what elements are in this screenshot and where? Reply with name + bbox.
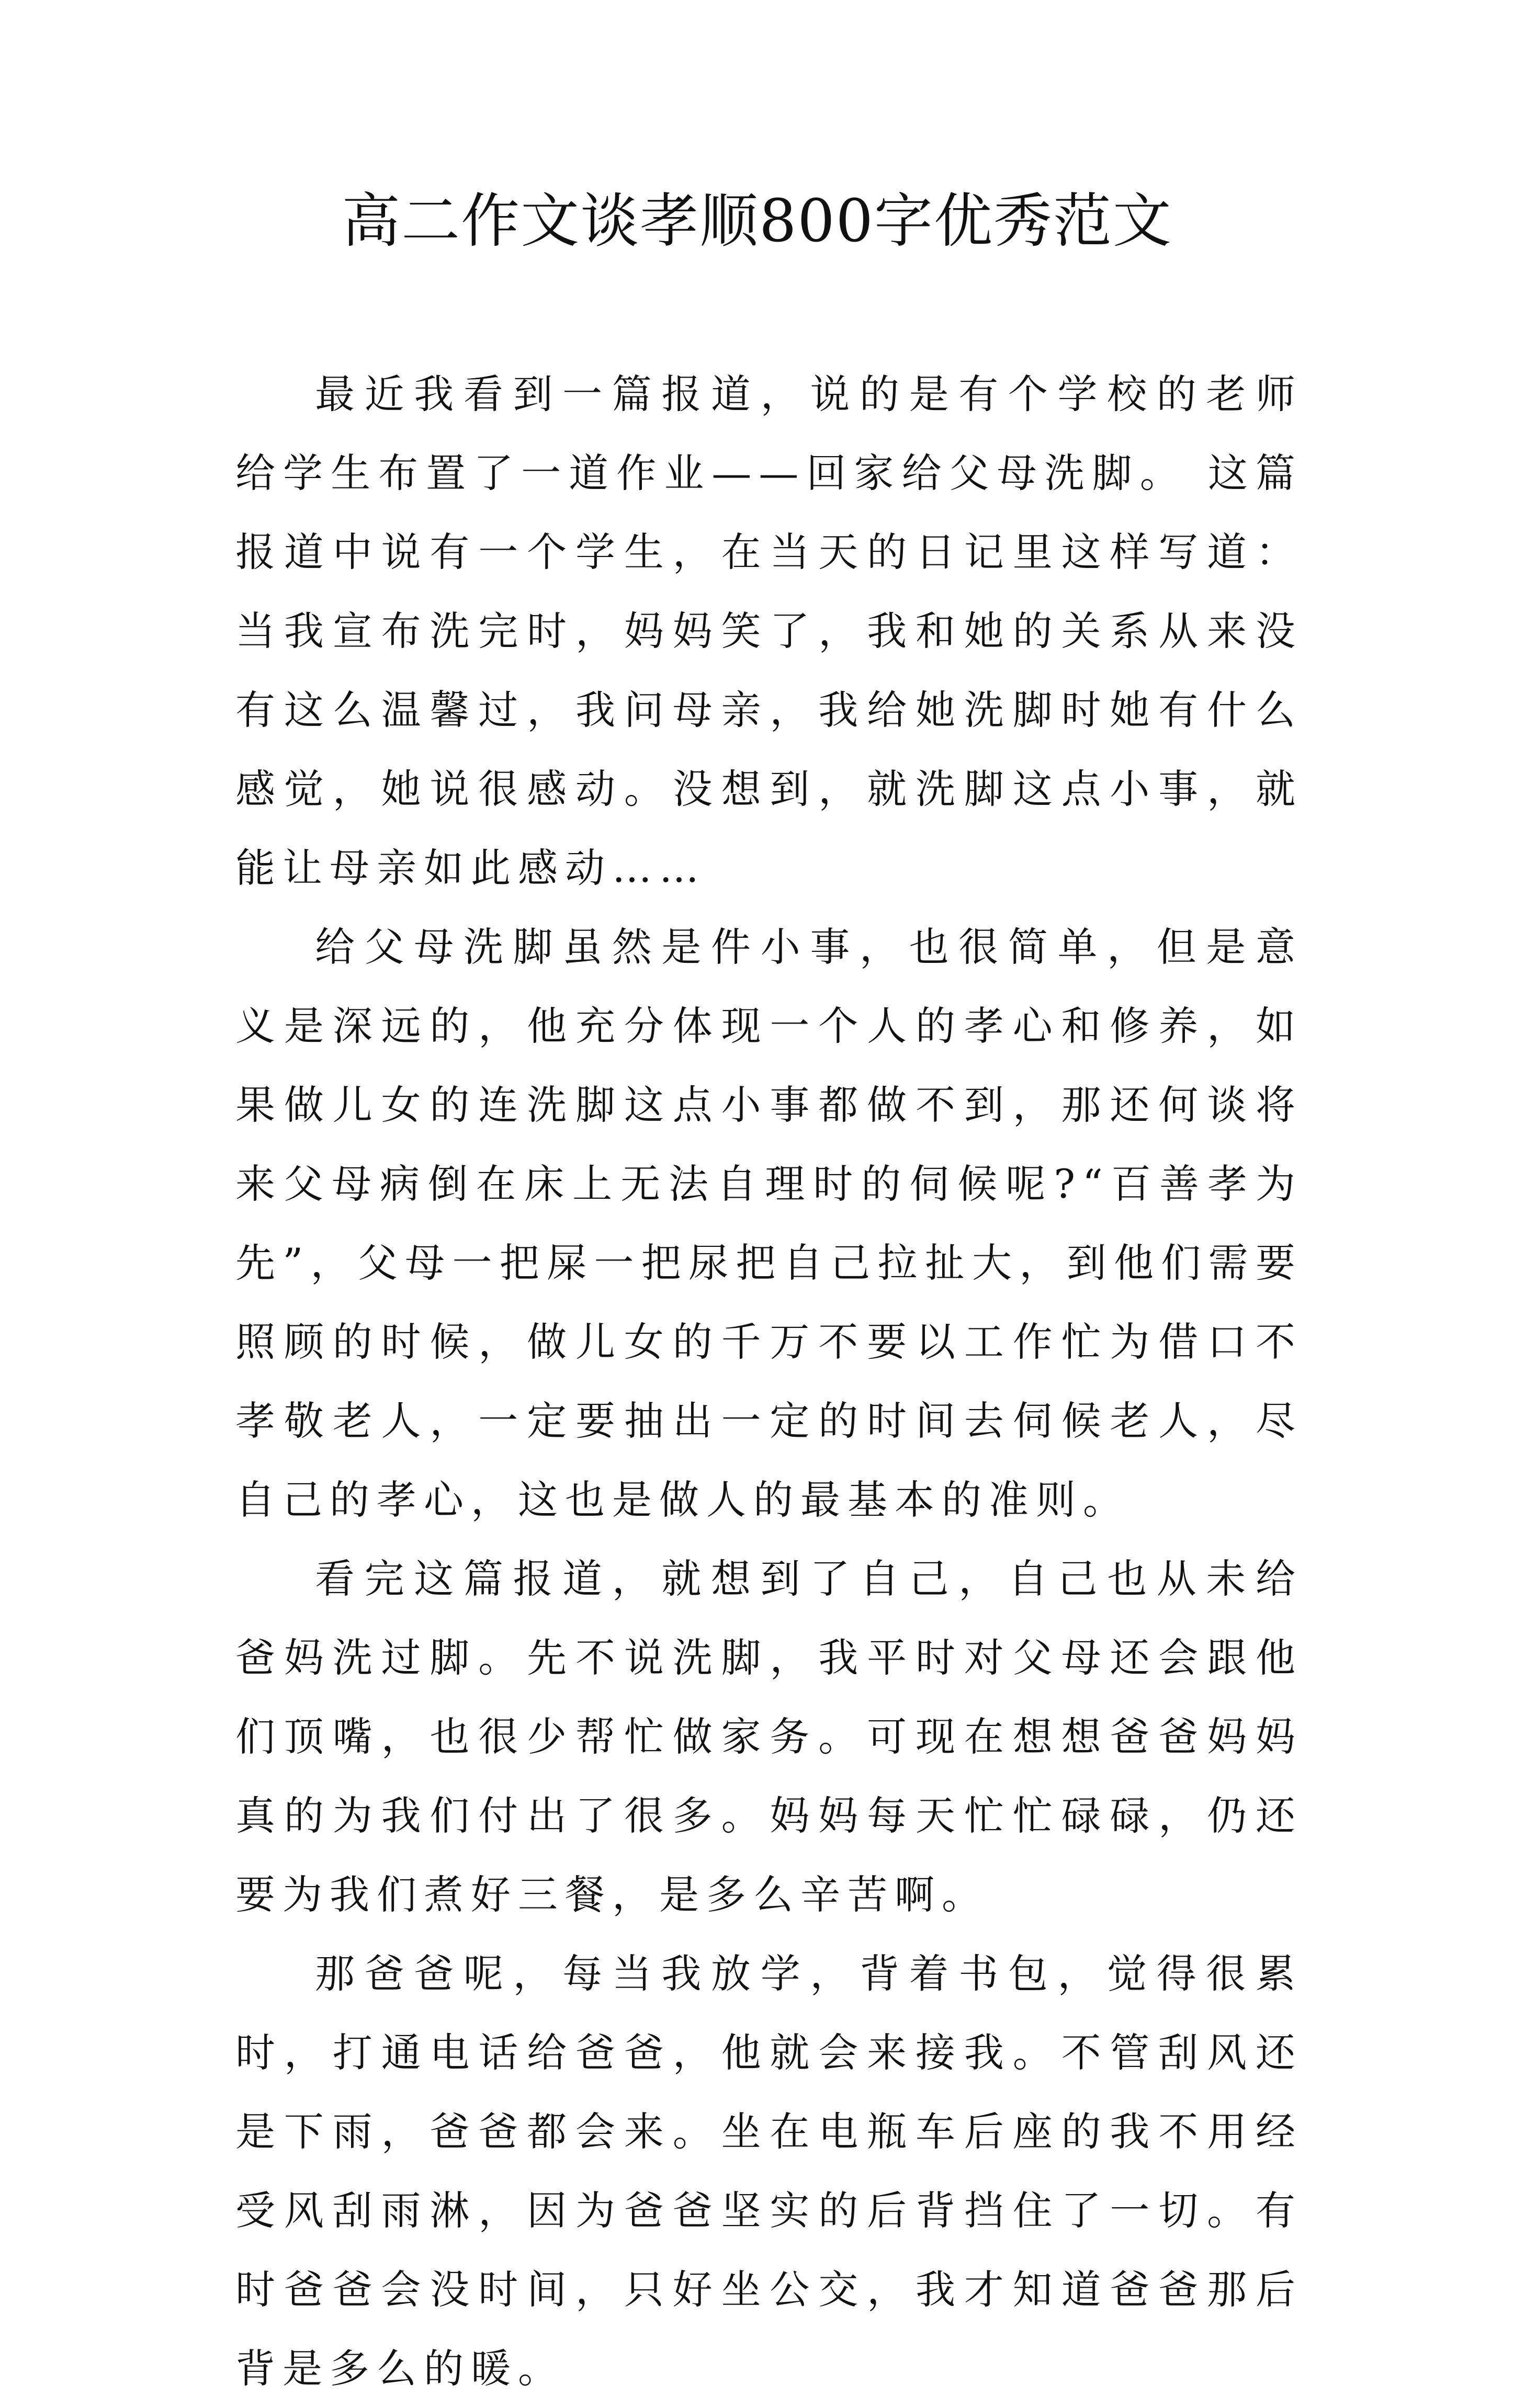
paragraph: 那爸爸呢，每当我放学，背着书包，觉得很累时，打通电话给爸爸，他就会来接我。不管刮风还是下雨，爸爸都会来。坐在电瓶车后座的我不用经受风刮雨淋，因为爸爸坚实的后背挡住了一切。有时爸爸会没时间，只好坐公交，我才知道爸爸那后背是多么的暖。 (235, 1950, 1303, 2392)
document-body (235, 355, 1303, 2408)
document-title: 高二作文谈孝顺800字优秀范文 (342, 187, 1172, 255)
paragraph: 最近我看到一篇报道，说的是有个学校的老师给学生布置了一道作业——回家给父母洗脚。 这篇报道中说有一个学生，在当天的日记里这样写道：当我宣布洗完时，妈妈笑了，我和她的关系从来没有这么温馨过，我问母亲，我给她洗脚时她有什么感觉，她说很感动。没想到，就洗脚这点小事，就能让母亲如此感动…… (235, 371, 1303, 891)
paragraph: 看完这篇报道，就想到了自己，自己也从未给爸妈洗过脚。先不说洗脚，我平时对父母还会跟他们顶嘴，也很少帮忙做家务。可现在想想爸爸妈妈真的为我们付出了很多。妈妈每天忙忙碌碌，仍还要为我们煮好三餐，是多么辛苦啊。 (235, 1555, 1303, 1918)
paragraph: 给父母洗脚虽然是件小事，也很简单，但是意义是深远的，他充分体现一个人的孝心和修养，如果做儿女的连洗脚这点小事都做不到，那还何谈将来父母病倒在床上无法自理时的伺候呢?“百善孝为先”，父母一把屎一把尿把自己拉扯大，到他们需要照顾的时候，做儿女的千万不要以工作忙为借口不孝敬老人，一定要抽出一定的时间去伺候老人，尽自己的孝心，这也是做人的最基本的准则。 (235, 924, 1303, 1523)
